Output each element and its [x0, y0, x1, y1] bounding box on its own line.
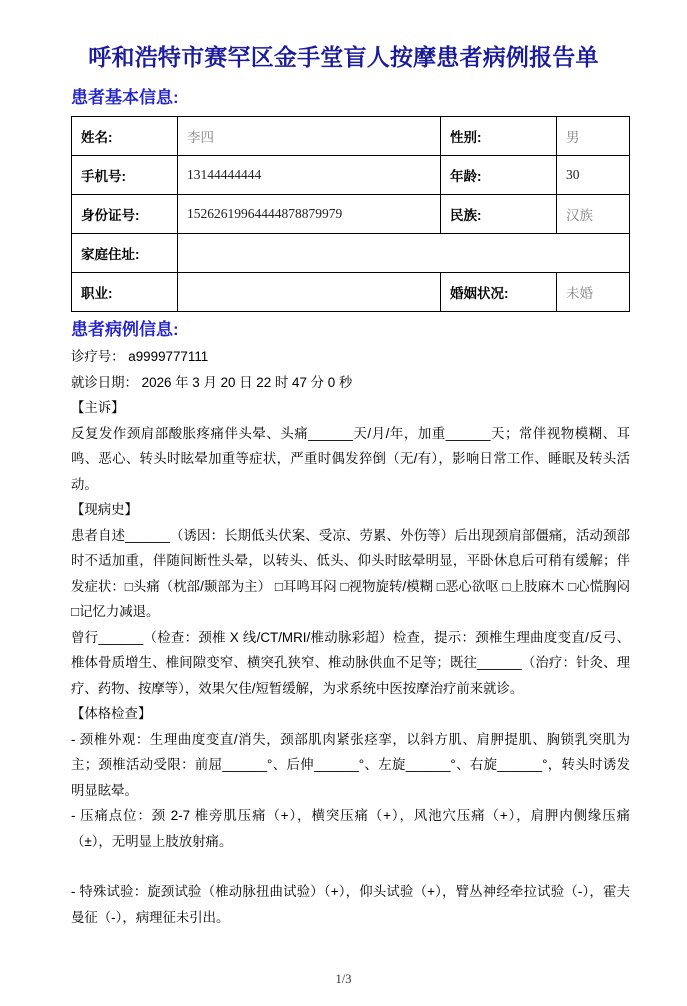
field-label-age: 年龄: [441, 156, 557, 195]
field-label-occupation: 职业: [72, 273, 178, 312]
table-row [72, 195, 630, 234]
field-label-home-address: 家庭住址: [72, 234, 178, 273]
present-history-paragraph-1: 患者自述______（诱因：长期低头伏案、受凉、劳累、外伤等）后出现颈肩部僵痛，活动颈部时不适加重，伴随间断性头晕，以转头、低头、仰头时眩晕明显，平卧休息后可稍有缓解；伴发症状：□头痛（枕部/颞部为主） □耳鸣耳闷 □视物旋转/模糊 □恶心欲呕 □上肢麻木 □心慌胸闷 □记忆力减退。 [71, 527, 630, 619]
paragraph-spacer [71, 854, 630, 879]
basic-info-table [71, 116, 630, 312]
chief-complaint-heading: 【主诉】 [71, 400, 125, 415]
field-value-ethnicity: 汉族 [557, 195, 630, 234]
physical-exam-heading: 【体格检查】 [71, 706, 152, 721]
physical-exam-item-tender-points: - 压痛点位：颈 2-7 椎旁肌压痛（+），横突压痛（+），风池穴压痛（+），肩胛内侧缘压痛（±），无明显上肢放射痛。 [71, 808, 630, 849]
present-history-heading: 【现病史】 [71, 502, 138, 517]
visit-date: 就诊日期： 2026 年 3 月 20 日 22 时 47 分 0 秒 [71, 374, 353, 390]
page-number: 1/3 [335, 972, 352, 986]
physical-exam-item-special-tests: - 特殊试验：旋颈试验（椎动脉扭曲试验）（+），仰头试验（+），臂丛神经牵拉试验（-），霍夫曼征（-），病理征未引出。 [71, 884, 630, 925]
field-label-id-number: 身份证号: [72, 195, 178, 234]
present-history-paragraph-2: 曾行______（检查：颈椎 X 线/CT/MRI/椎动脉彩超）检查，提示：颈椎生理曲度变直/反弓、椎体骨质增生、椎间隙变窄、横突孔狭窄、椎动脉供血不足等；既往______（治疗：针灸、理疗、药物、按摩等），效果欠佳/短暂缓解，为求系统中医按摩治疗前来就诊。 [71, 629, 630, 696]
table-row [72, 156, 630, 195]
field-value-name: 李四 [178, 117, 441, 156]
field-value-marital-status: 未婚 [557, 273, 630, 312]
field-label-marital-status: 婚姻状况: [441, 273, 557, 312]
field-value-age: 30 [557, 156, 630, 195]
table-row [72, 117, 630, 156]
chief-complaint-text: 反复发作颈肩部酸胀疼痛伴头晕、头痛______天/月/年，加重______天；常伴视物模糊、耳鸣、恶心、转头时眩晕加重等症状，严重时偶发猝倒（无/有），影响日常工作、睡眠及转头活动。 [71, 425, 630, 492]
table-row [72, 234, 630, 273]
field-label-phone: 手机号: [72, 156, 178, 195]
section-heading-basic-info: 患者基本信息: [71, 88, 179, 107]
visit-number: 诊疗号： a9999777111 [71, 349, 209, 364]
physical-exam-item-cervical-appearance: - 颈椎外观：生理曲度变直/消失，颈部肌肉紧张痉挛，以斜方肌、肩胛提肌、胸锁乳突肌为主；颈椎活动受限：前屈______°、后伸______°、左旋______°、右旋______°，转头时诱发明显眩晕。 [71, 731, 630, 798]
field-value-phone: 13144444444 [178, 156, 441, 195]
field-label-name: 姓名: [72, 117, 178, 156]
section-heading-case-info: 患者病例信息: [71, 320, 179, 339]
case-info-body [57, 344, 630, 930]
field-label-gender: 性别: [441, 117, 557, 156]
page-title: 呼和浩特市赛罕区金手堂盲人按摩患者病例报告单 [88, 44, 599, 70]
field-label-ethnicity: 民族: [441, 195, 557, 234]
field-value-home-address [178, 234, 630, 273]
field-value-gender: 男 [557, 117, 630, 156]
field-value-occupation [178, 273, 441, 312]
table-row [72, 273, 630, 312]
field-value-id-number: 15262619964444878879979 [178, 195, 441, 234]
